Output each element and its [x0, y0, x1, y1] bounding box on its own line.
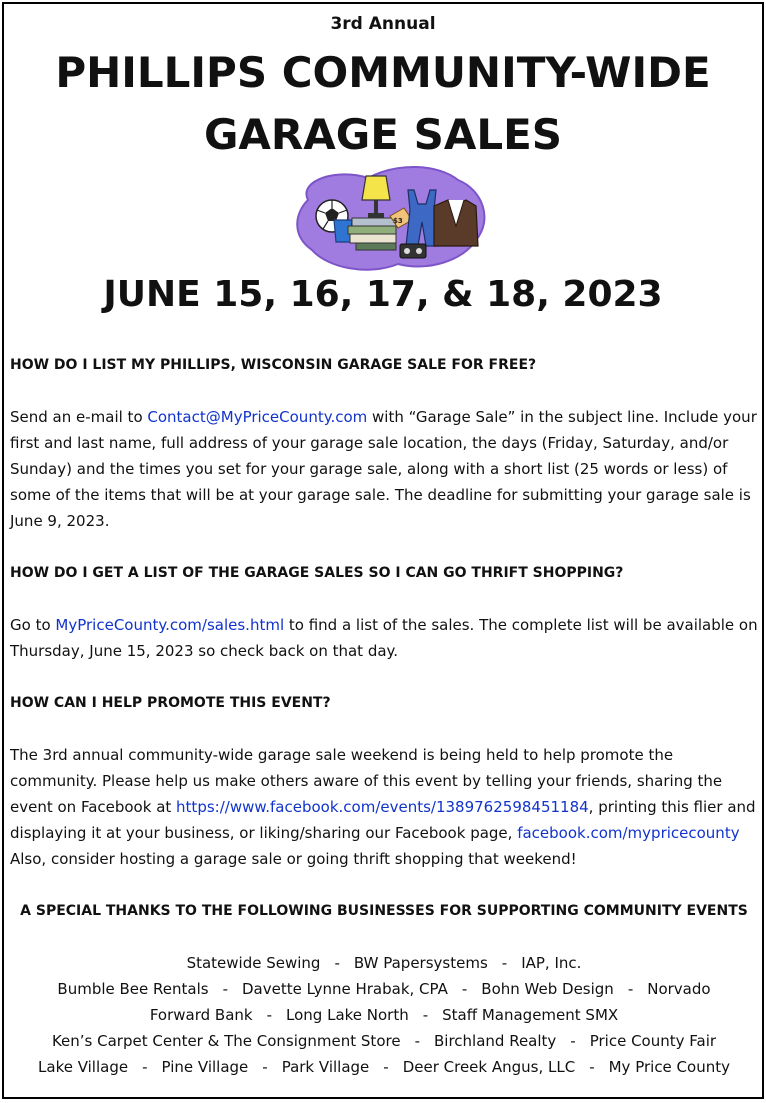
sponsor: Lake Village — [38, 1058, 129, 1076]
sponsor: Norvado — [647, 980, 711, 998]
facebook-event-link[interactable]: https://www.facebook.com/events/1389762598451184 — [176, 798, 589, 816]
sponsor: Davette Lynne Hrabak, CPA — [242, 980, 448, 998]
sponsor: Long Lake North — [286, 1006, 409, 1024]
answer-promote: The 3rd annual community-wide garage sale weekend is being held to help promote the community. Please help us make others aware of this event by telling your friends, sharing the event on Facebook at https://www.facebook.com/events/1389762598451184, printing this flier and displaying it at your business, or liking/sharing our Facebook page, facebook.com/mypricecounty Also, consider hosting a garage sale or going thrift shopping that weekend! — [10, 746, 756, 868]
sponsor-line-1: Statewide Sewing - BW Papersystems - IAP, Inc. — [186, 954, 582, 972]
sponsor: BW Papersystems — [353, 954, 488, 972]
sponsor: Park Village — [281, 1058, 370, 1076]
page-title — [4, 42, 762, 166]
svg-text:$3: $3 — [393, 217, 403, 225]
sponsor: Bumble Bee Rentals — [57, 980, 209, 998]
title-line-2: GARAGE SALES — [203, 110, 563, 159]
sponsor: Forward Bank — [149, 1006, 253, 1024]
sponsor-line-5: Lake Village - Pine Village - Park Village - Deer Creek Angus, LLC - My Price County — [38, 1058, 730, 1076]
sponsor: Statewide Sewing — [186, 954, 321, 972]
question-promote: HOW CAN I HELP PROMOTE THIS EVENT? — [10, 695, 331, 711]
sponsor: Price County Fair — [589, 1032, 717, 1050]
flyer-body — [10, 352, 758, 1080]
sponsor-line-4: Ken’s Carpet Center & The Consignment Store - Birchland Realty - Price County Fair — [51, 1032, 717, 1050]
sponsor-line-2: Bumble Bee Rentals - Davette Lynne Hrabak, CPA - Bohn Web Design - Norvado — [57, 980, 711, 998]
question-get-list: HOW DO I GET A LIST OF THE GARAGE SALES SO I CAN GO THRIFT SHOPPING? — [10, 565, 624, 581]
title-line-1: PHILLIPS COMMUNITY-WIDE — [55, 48, 711, 97]
thanks-heading: A SPECIAL THANKS TO THE FOLLOWING BUSINESSES FOR SUPPORTING COMMUNITY EVENTS — [20, 903, 748, 919]
sponsor: My Price County — [608, 1058, 730, 1076]
sponsor: IAP, Inc. — [521, 954, 582, 972]
contact-email-link[interactable]: Contact@MyPriceCounty.com — [147, 408, 368, 426]
sponsor: Birchland Realty — [433, 1032, 557, 1050]
edition-label: 3rd Annual — [330, 14, 436, 34]
answer-list-sale: Send an e-mail to Contact@MyPriceCounty.com with “Garage Sale” in the subject line. Include your first and last name, full address of your garage sale location, the days (Friday, Saturday, and/or Sunday) and the times you set for your garage sale, along with a short list (25 words or less) of some of the items that will be at your garage sale. The deadline for submitting your garage sale is June 9, 2023. — [10, 408, 757, 530]
answer-get-list: Go to MyPriceCounty.com/sales.html to find a list of the sales. The complete list will be available on Thursday, June 15, 2023 so check back on that day. — [10, 616, 758, 660]
event-dates: JUNE 15, 16, 17, & 18, 2023 — [103, 274, 663, 315]
sponsor: Pine Village — [161, 1058, 249, 1076]
sponsor: Ken’s Carpet Center & The Consignment Store — [51, 1032, 401, 1050]
jacket-icon — [434, 200, 478, 246]
cassette-icon — [400, 244, 426, 258]
sponsor: Staff Management SMX — [442, 1006, 619, 1024]
sponsor: Bohn Web Design — [481, 980, 614, 998]
facebook-page-link[interactable]: facebook.com/mypricecounty — [517, 824, 740, 842]
flyer-page — [2, 2, 764, 1099]
sales-page-link[interactable]: MyPriceCounty.com/sales.html — [55, 616, 285, 634]
sponsor-line-3: Forward Bank - Long Lake North - Staff Management SMX — [149, 1006, 619, 1024]
garage-sale-clipart — [288, 160, 488, 274]
sponsor: Deer Creek Angus, LLC — [402, 1058, 576, 1076]
question-list-sale: HOW DO I LIST MY PHILLIPS, WISCONSIN GARAGE SALE FOR FREE? — [10, 357, 537, 373]
